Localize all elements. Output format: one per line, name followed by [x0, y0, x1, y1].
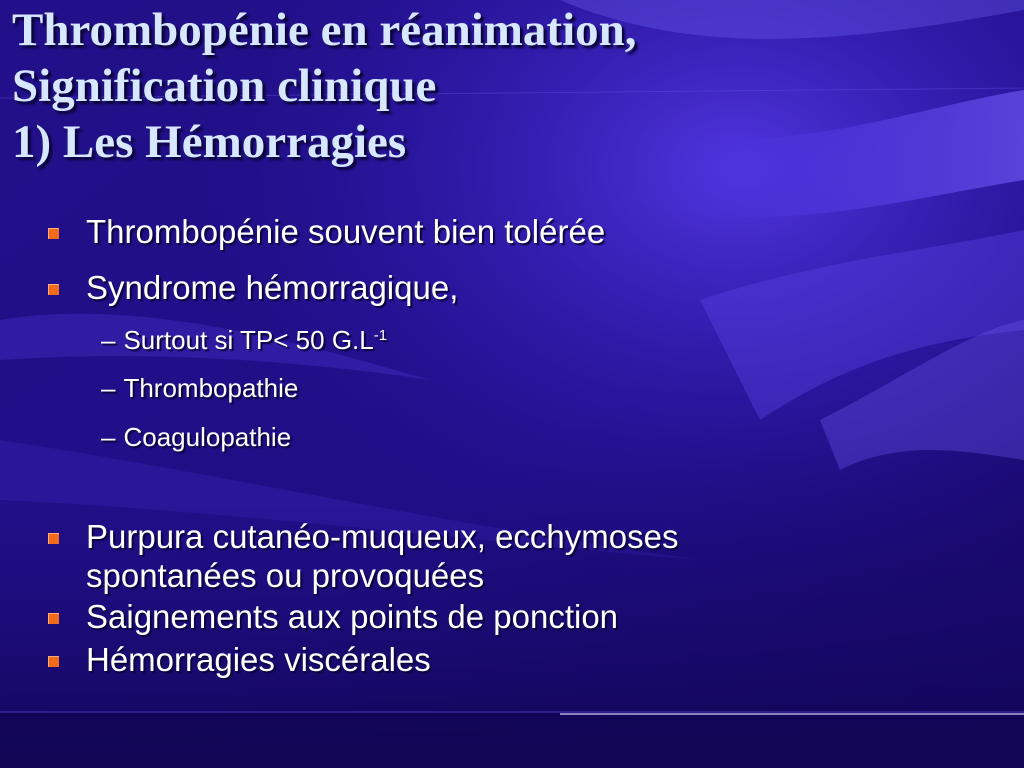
slide-title-line-1: Thrombopénie en réanimation,: [12, 4, 637, 56]
sub-bullet-dash: –: [101, 422, 116, 452]
bullet-purpura-line-1: Purpura cutanéo-muqueux, ecchymoses: [86, 518, 679, 555]
bullet-purpura-line-2: spontanées ou provoquées: [86, 557, 485, 594]
sub-bullet-tp-threshold: [101, 324, 387, 356]
bullet-saignements: Saignements aux points de ponction: [86, 598, 619, 635]
slide-title-line-3: 1) Les Hémorragies: [12, 116, 407, 168]
sub-bullet-dash: –: [101, 373, 116, 403]
slide-title-line-2: Signification clinique: [12, 60, 437, 112]
bullet-thrombopenie-toleree: Thrombopénie souvent bien tolérée: [86, 213, 606, 250]
sub-bullet-coagulopathie: [101, 421, 291, 453]
superscript-unit: -1: [373, 327, 388, 344]
sub-bullet-text: Coagulopathie: [123, 422, 292, 452]
orange-square-bullet-icon: [48, 656, 59, 667]
slide-title: [12, 2, 637, 170]
bullet-syndrome-hemorragique: Syndrome hémorragique,: [86, 269, 459, 306]
orange-square-bullet-icon: [48, 613, 59, 624]
orange-square-bullet-icon: [48, 533, 59, 544]
orange-square-bullet-icon: [48, 284, 59, 295]
bullet-purpura: [86, 517, 679, 595]
sub-bullet-dash: –: [101, 325, 116, 355]
sub-bullet-text: Thrombopathie: [123, 373, 299, 403]
bullet-hemorragies-viscerales: Hémorragies viscérales: [86, 641, 431, 678]
orange-square-bullet-icon: [48, 228, 59, 239]
sub-bullet-thrombopathie: [101, 372, 298, 404]
sub-bullet-text: Surtout si TP< 50 G.L: [123, 325, 374, 355]
